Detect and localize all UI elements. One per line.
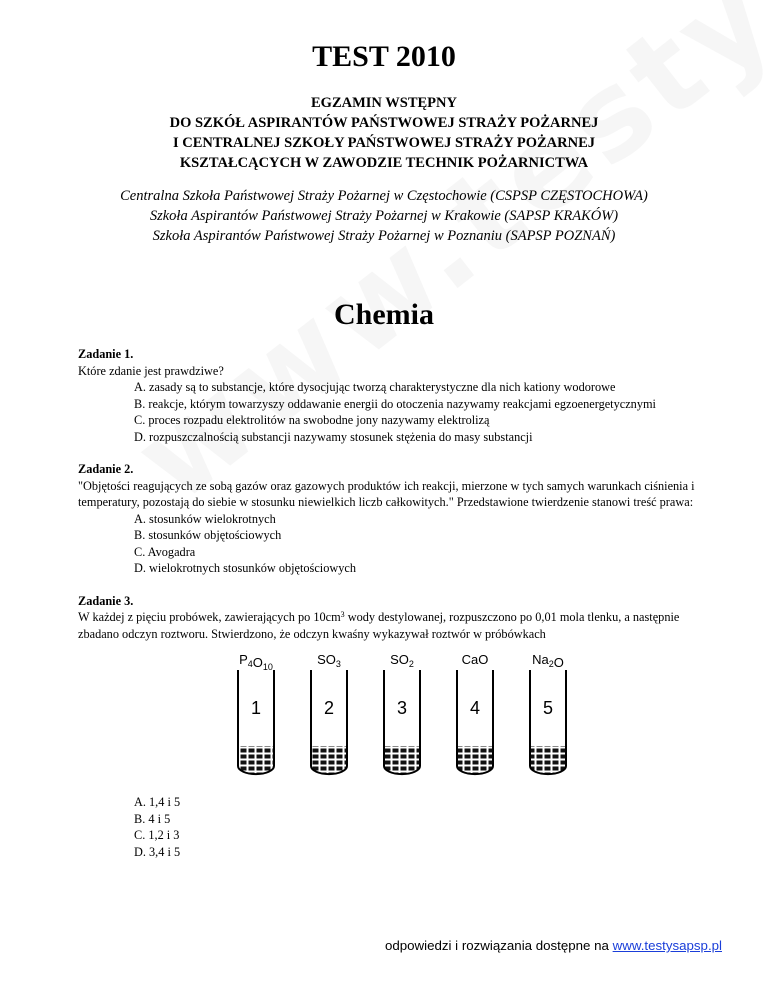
tube-number: 5 (542, 698, 554, 718)
answer-option: B. reakcje, którym towarzyszy oddawanie energii do otoczenia nazywamy reakcjami egzoenergetycznymi (134, 396, 656, 411)
tube-sediment (457, 746, 493, 774)
answer-option: D. wielokrotnych stosunków objętościowych (134, 561, 356, 575)
header-line: KSZTAŁCĄCYCH W ZAWODZIE TECHNIK POŻARNICTWA (179, 155, 589, 171)
answer-option: D. rozpuszczalnością substancji nazywamy stosunek stężenia do masy substancji (134, 429, 533, 444)
tube-sediment (238, 746, 274, 774)
answer-option: A. zasady są to substancje, które dysocjując tworzą charakterystyczne dla nich kationy wodorowe (134, 380, 616, 394)
school-line: Szkoła Aspirantów Państwowej Straży Pożarnej w Poznaniu (SAPSP POZNAŃ) (152, 228, 616, 244)
task-2 (78, 461, 708, 577)
answer-option: C. proces rozpadu elektrolitów na swobodne jony nazywamy elektrolizą (134, 413, 490, 427)
tube-formula: $SO_3$ (317, 652, 341, 669)
answer-option: A. 1,4 i 5 (134, 795, 181, 809)
answer-option: C. 1,2 i 3 (134, 828, 180, 842)
page-title: TEST 2010 (312, 40, 456, 73)
tube-sediment (384, 746, 420, 774)
task-3 (78, 593, 708, 643)
tube-formula: $SO_2$ (390, 652, 414, 669)
exam-header (0, 93, 768, 173)
school-line: Szkoła Aspirantów Państwowej Straży Pożarnej w Krakowie (SAPSP KRAKÓW) (149, 208, 619, 224)
task-title: Zadanie 2. (78, 462, 134, 476)
subject-heading: Chemia (334, 298, 434, 331)
tube-number: 1 (250, 698, 262, 718)
tube-sediment (311, 746, 347, 774)
footer (385, 938, 722, 953)
footer-link[interactable]: www.testysapsp.pl (612, 938, 722, 953)
test-tube (238, 652, 274, 774)
footer-text: odpowiedzi i rozwiązania dostępne na (384, 938, 613, 953)
school-line: Centralna Szkoła Państwowej Straży Pożarnej w Częstochowie (CSPSP CZĘSTOCHOWA) (120, 188, 648, 204)
superscript: 3 (340, 610, 345, 619)
question-text: W każdej z pięciu probówek, zawierających po 10cm (78, 610, 341, 624)
task-question: "Objętości reagujących ze sobą gazów oraz gazowych produktów ich reakcji, mierzone w tych samych warunkach ciśnienia i temperatury, pozostają do siebie w stosunku niewielkich liczb całkowitych." Przedstawione twierdzenie stanowi treść prawa: (78, 478, 695, 509)
header-line: I CENTRALNEJ SZKOŁY PAŃSTWOWEJ STRAŻY POŻARNEJ (172, 135, 596, 151)
test-tube (384, 652, 420, 774)
test-tube (530, 652, 566, 774)
task-1 (78, 346, 708, 445)
question-text: wody destylowanej, rozpuszczono po 0,01 mola tlenku, a następnie zbadano odczyn roztworu. Stwierdzono, że odczyn kwaśny wykazywał roztwór w próbówkach (78, 610, 680, 641)
tube-formula: $P_4O_{10}$ (239, 652, 273, 672)
test-tubes-figure (232, 652, 592, 787)
task-title: Zadanie 3. (78, 593, 134, 608)
test-tubes-svg (232, 652, 592, 787)
header-line: EGZAMIN WSTĘPNY (311, 95, 457, 111)
tube-formula: $Na_2O$ (532, 652, 564, 670)
tube-formula: CaO (461, 652, 489, 667)
task-title: Zadanie 1. (78, 347, 134, 361)
school-list (0, 186, 768, 246)
tube-sediment (530, 746, 566, 774)
task-3-options (134, 794, 180, 860)
answer-option: A. stosunków wielokrotnych (134, 511, 276, 526)
header-line: DO SZKÓŁ ASPIRANTÓW PAŃSTWOWEJ STRAŻY POŻARNEJ (169, 115, 599, 131)
answer-option: B. 4 i 5 (134, 811, 171, 826)
answer-option: C. Avogadra (134, 544, 196, 559)
tube-number: 2 (323, 698, 335, 718)
tube-number: 4 (469, 698, 481, 718)
answer-option: D. 3,4 i 5 (134, 844, 181, 859)
test-tube (457, 652, 493, 774)
test-tube (311, 652, 347, 774)
task-question (78, 609, 708, 642)
answer-option: B. stosunków objętościowych (134, 528, 282, 542)
task-question: Które zdanie jest prawdziwe? (78, 363, 224, 378)
tasks (78, 346, 708, 658)
tube-number: 3 (396, 698, 408, 718)
